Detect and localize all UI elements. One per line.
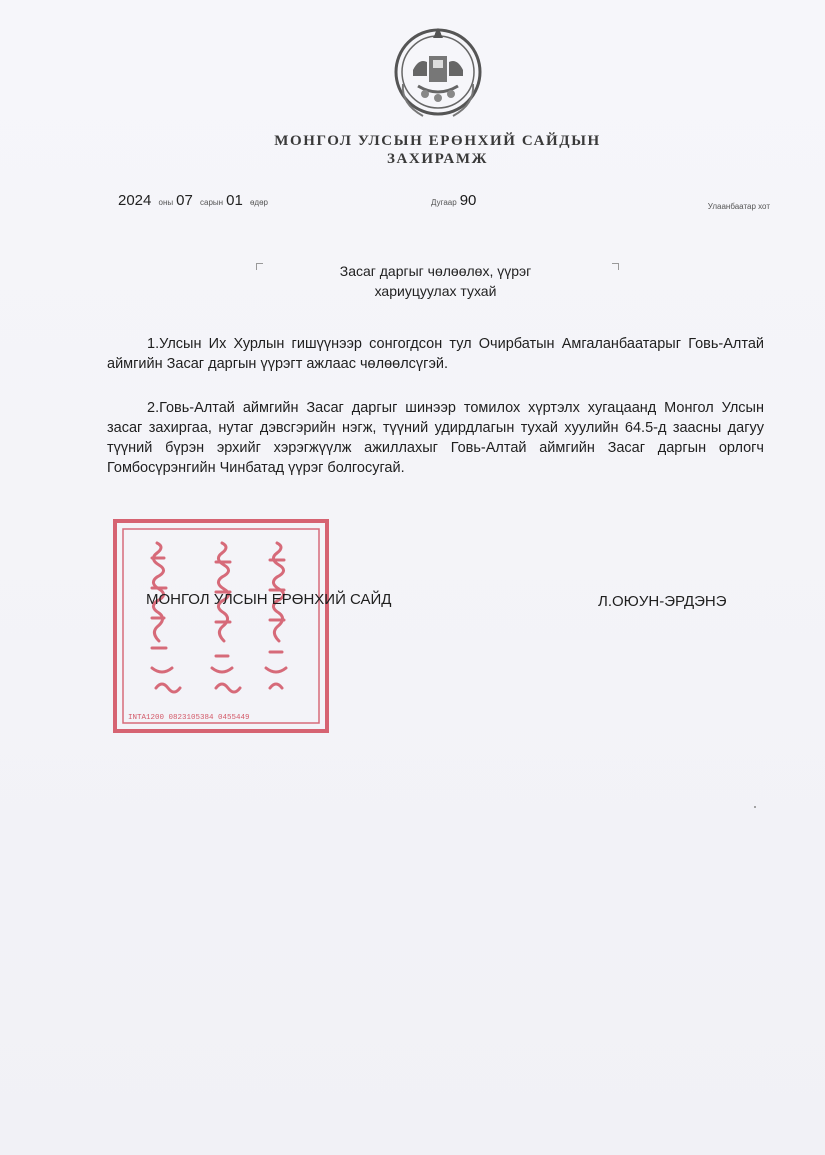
paragraph-text: 2.Говь-Алтай аймгийн Засаг даргыг шинээр томилох хүртэлх хугацаанд Монгол Улсын засаг захиргаа, нутаг дэвсгэрийн нэгж, түүний удирдлагын тухай хуулийн 64.5-д заасны дагуу түүний бүрэн эрхийг хэрэгжүүлж ажиллахыг Говь-Алтай аймгийн Засаг даргын орлогч Гомбосүрэнгийн Чинбатад үүрэг болгосугай. [107,400,764,476]
body-paragraph-2 [107,398,764,478]
date-day-suffix: өдөр [249,198,268,207]
org-name: МОНГОЛ УЛСЫН ЕРӨНХИЙ САЙДЫН [274,133,601,149]
date-year: 2024 [118,192,152,209]
date-month: 07 [176,192,193,209]
subject-line1: Засаг даргыг чөлөөлөх, үүрэг [339,263,532,279]
document-meta-row [0,192,825,216]
date-month-suffix: сарын [200,198,224,207]
paragraph-text: 1.Улсын Их Хурлын гишүүнээр сонгогдсон тул Очирбатын Амгаланбаатарыг Говь-Алтай аймгийн Засаг даргын үүрэгт ажлаас чөлөөлсүгэй. [107,336,764,372]
body-paragraph-1 [107,334,764,374]
document-date [118,192,271,209]
state-emblem-icon [393,24,483,124]
signature-title: МОНГОЛ УЛСЫН ЕРӨНХИЙ САЙД [146,591,392,608]
stamp-serial: INTA1200 0823105384 0455449 [128,714,250,722]
official-seal-stamp-icon [112,518,332,736]
document-subject [0,261,825,301]
subject-line2: хариуцуулах тухай [374,283,497,299]
number-value: 90 [459,192,477,209]
date-day: 01 [226,192,243,209]
document-city: Улаанбаатар хот [707,202,770,211]
document-type: ЗАХИРАМЖ [386,151,489,167]
signature-name: Л.ОЮУН-ЭРДЭНЭ [598,593,727,610]
number-label: Дугаар [431,198,457,207]
document-header-title [0,132,825,168]
scan-speck [754,806,756,808]
document-number [428,192,476,209]
date-year-suffix: оны [158,198,174,207]
